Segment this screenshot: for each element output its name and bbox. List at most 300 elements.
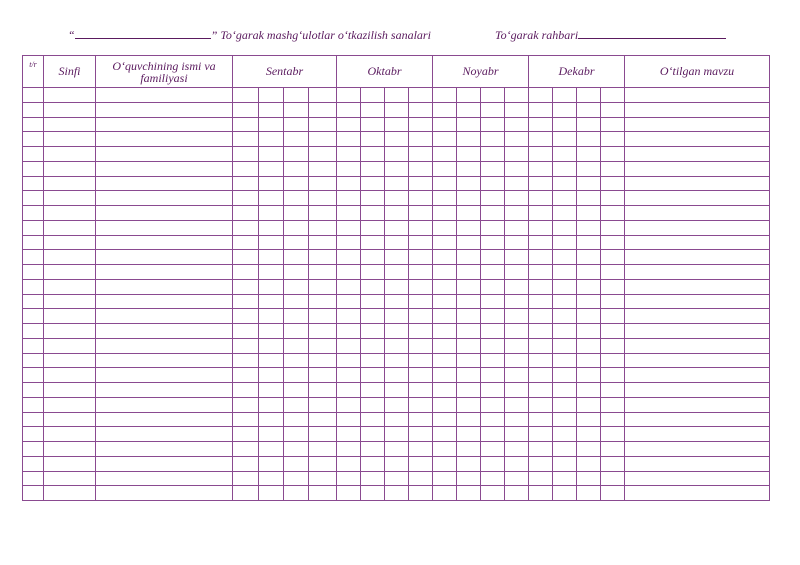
table-cell[interactable]	[233, 250, 259, 265]
table-cell[interactable]	[284, 471, 309, 486]
table-cell[interactable]	[96, 324, 233, 339]
table-cell[interactable]	[505, 397, 529, 412]
table-cell[interactable]	[259, 486, 284, 501]
table-cell[interactable]	[96, 206, 233, 221]
table-cell[interactable]	[44, 338, 96, 353]
table-cell[interactable]	[233, 442, 259, 457]
table-cell[interactable]	[96, 412, 233, 427]
table-cell[interactable]	[361, 427, 385, 442]
table-cell[interactable]	[233, 412, 259, 427]
table-cell[interactable]	[385, 309, 409, 324]
table-cell[interactable]	[337, 265, 361, 280]
table-cell[interactable]	[409, 309, 433, 324]
table-cell[interactable]	[337, 294, 361, 309]
table-cell[interactable]	[259, 132, 284, 147]
table-cell[interactable]	[505, 471, 529, 486]
table-cell[interactable]	[433, 442, 457, 457]
table-cell[interactable]	[361, 117, 385, 132]
table-cell[interactable]	[259, 102, 284, 117]
table-cell[interactable]	[385, 324, 409, 339]
table-cell[interactable]	[284, 353, 309, 368]
table-cell[interactable]	[309, 456, 337, 471]
table-cell[interactable]	[625, 397, 770, 412]
table-cell[interactable]	[625, 235, 770, 250]
table-cell[interactable]	[361, 442, 385, 457]
table-cell[interactable]	[409, 442, 433, 457]
table-cell[interactable]	[625, 117, 770, 132]
table-cell[interactable]	[577, 442, 601, 457]
table-cell[interactable]	[361, 176, 385, 191]
table-cell[interactable]	[457, 250, 481, 265]
table-cell[interactable]	[625, 206, 770, 221]
table-cell[interactable]	[409, 427, 433, 442]
table-cell[interactable]	[361, 368, 385, 383]
table-cell[interactable]	[409, 324, 433, 339]
table-cell[interactable]	[433, 338, 457, 353]
table-cell[interactable]	[233, 235, 259, 250]
table-cell[interactable]	[309, 235, 337, 250]
table-cell[interactable]	[529, 235, 553, 250]
table-cell[interactable]	[337, 132, 361, 147]
table-cell[interactable]	[96, 294, 233, 309]
table-cell[interactable]	[433, 427, 457, 442]
table-cell[interactable]	[457, 471, 481, 486]
table-cell[interactable]	[481, 353, 505, 368]
table-cell[interactable]	[233, 117, 259, 132]
table-cell[interactable]	[625, 309, 770, 324]
table-cell[interactable]	[44, 206, 96, 221]
table-cell[interactable]	[433, 309, 457, 324]
table-cell[interactable]	[577, 294, 601, 309]
table-cell[interactable]	[284, 235, 309, 250]
table-cell[interactable]	[481, 265, 505, 280]
table-cell[interactable]	[601, 220, 625, 235]
table-cell[interactable]	[44, 147, 96, 162]
table-cell[interactable]	[259, 147, 284, 162]
table-cell[interactable]	[23, 309, 44, 324]
table-cell[interactable]	[529, 456, 553, 471]
table-cell[interactable]	[361, 324, 385, 339]
table-cell[interactable]	[577, 102, 601, 117]
table-cell[interactable]	[385, 191, 409, 206]
table-cell[interactable]	[337, 309, 361, 324]
table-cell[interactable]	[96, 235, 233, 250]
table-cell[interactable]	[337, 427, 361, 442]
table-cell[interactable]	[553, 102, 577, 117]
table-cell[interactable]	[529, 427, 553, 442]
table-cell[interactable]	[433, 383, 457, 398]
table-cell[interactable]	[96, 88, 233, 103]
table-cell[interactable]	[433, 132, 457, 147]
table-cell[interactable]	[409, 412, 433, 427]
table-cell[interactable]	[625, 353, 770, 368]
table-cell[interactable]	[529, 191, 553, 206]
table-cell[interactable]	[577, 279, 601, 294]
table-cell[interactable]	[433, 147, 457, 162]
table-cell[interactable]	[529, 353, 553, 368]
table-cell[interactable]	[481, 412, 505, 427]
table-cell[interactable]	[385, 486, 409, 501]
table-cell[interactable]	[233, 147, 259, 162]
table-cell[interactable]	[601, 294, 625, 309]
table-cell[interactable]	[259, 191, 284, 206]
table-cell[interactable]	[284, 338, 309, 353]
table-cell[interactable]	[553, 442, 577, 457]
table-cell[interactable]	[529, 309, 553, 324]
table-cell[interactable]	[385, 161, 409, 176]
table-cell[interactable]	[505, 191, 529, 206]
table-cell[interactable]	[505, 309, 529, 324]
table-cell[interactable]	[361, 235, 385, 250]
table-cell[interactable]	[553, 176, 577, 191]
table-cell[interactable]	[233, 486, 259, 501]
table-cell[interactable]	[577, 206, 601, 221]
table-cell[interactable]	[23, 383, 44, 398]
table-cell[interactable]	[337, 397, 361, 412]
table-cell[interactable]	[481, 117, 505, 132]
table-cell[interactable]	[337, 220, 361, 235]
table-cell[interactable]	[233, 338, 259, 353]
table-cell[interactable]	[553, 324, 577, 339]
table-cell[interactable]	[625, 383, 770, 398]
table-cell[interactable]	[23, 442, 44, 457]
table-cell[interactable]	[385, 294, 409, 309]
table-cell[interactable]	[309, 279, 337, 294]
table-cell[interactable]	[481, 427, 505, 442]
table-cell[interactable]	[505, 324, 529, 339]
table-cell[interactable]	[361, 132, 385, 147]
table-cell[interactable]	[96, 427, 233, 442]
table-cell[interactable]	[284, 412, 309, 427]
table-cell[interactable]	[284, 206, 309, 221]
table-cell[interactable]	[481, 442, 505, 457]
table-cell[interactable]	[361, 147, 385, 162]
table-cell[interactable]	[481, 102, 505, 117]
table-cell[interactable]	[457, 147, 481, 162]
table-cell[interactable]	[337, 279, 361, 294]
table-cell[interactable]	[625, 442, 770, 457]
table-cell[interactable]	[433, 235, 457, 250]
table-cell[interactable]	[233, 102, 259, 117]
table-cell[interactable]	[457, 412, 481, 427]
table-cell[interactable]	[361, 456, 385, 471]
table-cell[interactable]	[481, 486, 505, 501]
table-cell[interactable]	[505, 206, 529, 221]
table-cell[interactable]	[361, 338, 385, 353]
table-cell[interactable]	[601, 471, 625, 486]
table-cell[interactable]	[529, 338, 553, 353]
table-cell[interactable]	[457, 132, 481, 147]
table-cell[interactable]	[309, 147, 337, 162]
table-cell[interactable]	[481, 235, 505, 250]
table-cell[interactable]	[433, 206, 457, 221]
table-cell[interactable]	[259, 324, 284, 339]
table-cell[interactable]	[553, 265, 577, 280]
table-cell[interactable]	[625, 427, 770, 442]
table-cell[interactable]	[233, 294, 259, 309]
table-cell[interactable]	[259, 235, 284, 250]
table-cell[interactable]	[577, 191, 601, 206]
table-cell[interactable]	[457, 309, 481, 324]
table-cell[interactable]	[233, 456, 259, 471]
table-cell[interactable]	[625, 486, 770, 501]
table-cell[interactable]	[23, 176, 44, 191]
table-cell[interactable]	[577, 220, 601, 235]
table-cell[interactable]	[385, 220, 409, 235]
table-cell[interactable]	[337, 338, 361, 353]
table-cell[interactable]	[529, 117, 553, 132]
table-cell[interactable]	[529, 471, 553, 486]
table-cell[interactable]	[577, 397, 601, 412]
table-cell[interactable]	[233, 427, 259, 442]
table-cell[interactable]	[577, 147, 601, 162]
table-cell[interactable]	[625, 191, 770, 206]
table-cell[interactable]	[505, 220, 529, 235]
table-cell[interactable]	[337, 324, 361, 339]
table-cell[interactable]	[96, 456, 233, 471]
table-cell[interactable]	[553, 456, 577, 471]
table-cell[interactable]	[505, 456, 529, 471]
table-cell[interactable]	[385, 206, 409, 221]
table-cell[interactable]	[361, 383, 385, 398]
table-cell[interactable]	[309, 368, 337, 383]
table-cell[interactable]	[553, 383, 577, 398]
table-cell[interactable]	[553, 486, 577, 501]
table-cell[interactable]	[601, 161, 625, 176]
table-cell[interactable]	[96, 442, 233, 457]
table-cell[interactable]	[44, 383, 96, 398]
table-cell[interactable]	[457, 117, 481, 132]
table-cell[interactable]	[457, 442, 481, 457]
table-cell[interactable]	[481, 471, 505, 486]
table-cell[interactable]	[577, 250, 601, 265]
table-cell[interactable]	[625, 368, 770, 383]
table-cell[interactable]	[481, 456, 505, 471]
table-cell[interactable]	[505, 161, 529, 176]
table-cell[interactable]	[409, 456, 433, 471]
table-cell[interactable]	[361, 220, 385, 235]
table-cell[interactable]	[284, 191, 309, 206]
table-cell[interactable]	[601, 486, 625, 501]
table-cell[interactable]	[385, 88, 409, 103]
table-cell[interactable]	[625, 456, 770, 471]
table-cell[interactable]	[457, 265, 481, 280]
table-cell[interactable]	[337, 383, 361, 398]
table-cell[interactable]	[601, 427, 625, 442]
table-cell[interactable]	[44, 279, 96, 294]
table-cell[interactable]	[44, 294, 96, 309]
table-cell[interactable]	[433, 191, 457, 206]
table-cell[interactable]	[457, 456, 481, 471]
table-cell[interactable]	[385, 383, 409, 398]
table-cell[interactable]	[23, 456, 44, 471]
table-cell[interactable]	[409, 191, 433, 206]
table-cell[interactable]	[44, 102, 96, 117]
table-cell[interactable]	[259, 412, 284, 427]
table-cell[interactable]	[457, 176, 481, 191]
table-cell[interactable]	[625, 88, 770, 103]
table-cell[interactable]	[284, 117, 309, 132]
table-cell[interactable]	[309, 442, 337, 457]
table-cell[interactable]	[433, 324, 457, 339]
table-cell[interactable]	[96, 102, 233, 117]
table-cell[interactable]	[457, 368, 481, 383]
table-cell[interactable]	[433, 279, 457, 294]
table-cell[interactable]	[361, 309, 385, 324]
table-cell[interactable]	[481, 368, 505, 383]
table-cell[interactable]	[601, 147, 625, 162]
table-cell[interactable]	[284, 294, 309, 309]
table-cell[interactable]	[385, 250, 409, 265]
table-cell[interactable]	[23, 324, 44, 339]
table-cell[interactable]	[233, 324, 259, 339]
table-cell[interactable]	[259, 353, 284, 368]
table-cell[interactable]	[433, 294, 457, 309]
table-cell[interactable]	[337, 117, 361, 132]
table-cell[interactable]	[309, 324, 337, 339]
table-cell[interactable]	[23, 220, 44, 235]
table-cell[interactable]	[553, 427, 577, 442]
table-cell[interactable]	[553, 368, 577, 383]
table-cell[interactable]	[259, 265, 284, 280]
table-cell[interactable]	[481, 279, 505, 294]
table-cell[interactable]	[309, 294, 337, 309]
table-cell[interactable]	[259, 456, 284, 471]
table-cell[interactable]	[96, 220, 233, 235]
table-cell[interactable]	[284, 220, 309, 235]
table-cell[interactable]	[601, 132, 625, 147]
table-cell[interactable]	[385, 117, 409, 132]
table-cell[interactable]	[337, 353, 361, 368]
table-cell[interactable]	[385, 456, 409, 471]
table-cell[interactable]	[309, 471, 337, 486]
table-cell[interactable]	[529, 368, 553, 383]
table-cell[interactable]	[23, 117, 44, 132]
table-cell[interactable]	[96, 147, 233, 162]
table-cell[interactable]	[44, 176, 96, 191]
table-cell[interactable]	[529, 250, 553, 265]
table-cell[interactable]	[409, 102, 433, 117]
table-cell[interactable]	[601, 265, 625, 280]
table-cell[interactable]	[529, 147, 553, 162]
table-cell[interactable]	[259, 309, 284, 324]
table-cell[interactable]	[233, 206, 259, 221]
table-cell[interactable]	[433, 486, 457, 501]
table-cell[interactable]	[553, 397, 577, 412]
table-cell[interactable]	[409, 486, 433, 501]
table-cell[interactable]	[601, 117, 625, 132]
table-cell[interactable]	[337, 176, 361, 191]
table-cell[interactable]	[361, 161, 385, 176]
table-cell[interactable]	[259, 368, 284, 383]
table-cell[interactable]	[23, 88, 44, 103]
table-cell[interactable]	[553, 191, 577, 206]
table-cell[interactable]	[23, 132, 44, 147]
table-cell[interactable]	[23, 338, 44, 353]
table-cell[interactable]	[284, 279, 309, 294]
table-cell[interactable]	[577, 412, 601, 427]
table-cell[interactable]	[601, 309, 625, 324]
table-cell[interactable]	[233, 397, 259, 412]
table-cell[interactable]	[337, 191, 361, 206]
table-cell[interactable]	[385, 176, 409, 191]
table-cell[interactable]	[44, 117, 96, 132]
table-cell[interactable]	[44, 88, 96, 103]
table-cell[interactable]	[23, 279, 44, 294]
table-cell[interactable]	[529, 294, 553, 309]
table-cell[interactable]	[601, 191, 625, 206]
table-cell[interactable]	[409, 353, 433, 368]
table-cell[interactable]	[457, 206, 481, 221]
table-cell[interactable]	[409, 206, 433, 221]
table-cell[interactable]	[309, 102, 337, 117]
table-cell[interactable]	[96, 397, 233, 412]
table-cell[interactable]	[481, 397, 505, 412]
table-cell[interactable]	[505, 88, 529, 103]
table-cell[interactable]	[409, 161, 433, 176]
table-cell[interactable]	[577, 265, 601, 280]
table-cell[interactable]	[337, 442, 361, 457]
table-cell[interactable]	[433, 397, 457, 412]
table-cell[interactable]	[529, 206, 553, 221]
table-cell[interactable]	[309, 206, 337, 221]
table-cell[interactable]	[409, 265, 433, 280]
table-cell[interactable]	[284, 368, 309, 383]
table-cell[interactable]	[233, 279, 259, 294]
table-cell[interactable]	[385, 338, 409, 353]
table-cell[interactable]	[96, 132, 233, 147]
table-cell[interactable]	[433, 471, 457, 486]
table-cell[interactable]	[309, 191, 337, 206]
table-cell[interactable]	[233, 132, 259, 147]
table-cell[interactable]	[96, 250, 233, 265]
table-cell[interactable]	[433, 88, 457, 103]
table-cell[interactable]	[481, 220, 505, 235]
table-cell[interactable]	[309, 338, 337, 353]
table-cell[interactable]	[625, 265, 770, 280]
table-cell[interactable]	[505, 427, 529, 442]
table-cell[interactable]	[309, 383, 337, 398]
table-cell[interactable]	[457, 102, 481, 117]
table-cell[interactable]	[309, 412, 337, 427]
table-cell[interactable]	[96, 471, 233, 486]
table-cell[interactable]	[553, 471, 577, 486]
table-cell[interactable]	[433, 220, 457, 235]
table-cell[interactable]	[409, 397, 433, 412]
table-cell[interactable]	[625, 294, 770, 309]
table-cell[interactable]	[23, 265, 44, 280]
table-cell[interactable]	[481, 206, 505, 221]
table-cell[interactable]	[337, 88, 361, 103]
table-cell[interactable]	[385, 147, 409, 162]
table-cell[interactable]	[457, 383, 481, 398]
table-cell[interactable]	[284, 309, 309, 324]
table-cell[interactable]	[457, 88, 481, 103]
table-cell[interactable]	[309, 397, 337, 412]
table-cell[interactable]	[577, 117, 601, 132]
table-cell[interactable]	[23, 427, 44, 442]
table-cell[interactable]	[481, 147, 505, 162]
table-cell[interactable]	[259, 397, 284, 412]
table-cell[interactable]	[577, 161, 601, 176]
table-cell[interactable]	[553, 353, 577, 368]
table-cell[interactable]	[625, 220, 770, 235]
table-cell[interactable]	[577, 324, 601, 339]
table-cell[interactable]	[385, 279, 409, 294]
table-cell[interactable]	[23, 353, 44, 368]
table-cell[interactable]	[233, 353, 259, 368]
table-cell[interactable]	[233, 161, 259, 176]
